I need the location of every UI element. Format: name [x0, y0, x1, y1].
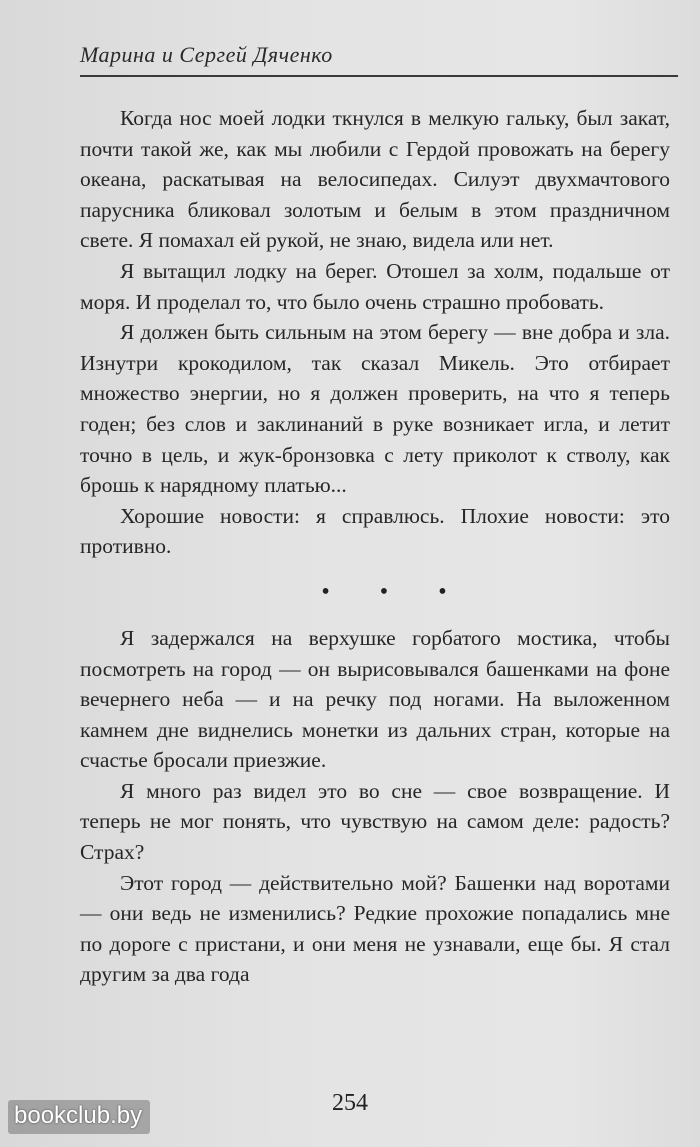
paragraph: Когда нос моей лодки ткнулся в мелкую гальку, был закат, почти такой же, как мы любили с Гердой провожать на берегу океана, раскатывая на велосипедах. Силуэт двухмачтового парусника бликовал золотым и белым в этом праздничном свете. Я помахал ей рукой, не знаю, видела или нет. [80, 106, 670, 253]
header-divider [80, 75, 678, 77]
paragraph: Хорошие новости: я справлюсь. Плохие новости: это противно. [80, 503, 670, 559]
paragraph: Я вытащил лодку на берег. Отошел за холм, подальше от моря. И проделал то, что было очень страшно пробовать. [80, 258, 670, 314]
page-number: 254 [332, 1090, 368, 1116]
section-separator: • • • [321, 578, 469, 605]
paragraph: Я должен быть сильным на этом берегу — вне добра и зла. Изнутри крокодилом, так сказал Микель. Это отбирает множество энергии, но я должен проверить, на что я теперь годен; без слов и заклинаний в руке возникает игла, и летит точно в цель, и жук-бронзовка с лету приколот к стволу, как брошь к нарядному платью... [80, 320, 670, 498]
watermark-logo: bookclub.by [8, 1100, 150, 1134]
paragraph: Этот город — действительно мой? Башенки над воротами — они ведь не изменились? Редкие прохожие попадались мне по дороге с пристани, и они меня не узнавали, еще бы. Я стал другим за два года [80, 870, 670, 987]
paragraph: Я задержался на верхушке горбатого мостика, чтобы посмотреть на город — он вырисовывался башенками на фоне вечернего неба — и на речку под ногами. На выложенном камнем дне виднелись монетки из дальних стран, которые на счастье бросали приезжие. [80, 625, 670, 773]
paragraph: Я много раз видел это во сне — свое возвращение. И теперь не мог понять, что чувствую на самом деле: радость? Страх? [80, 778, 670, 865]
running-header-author: Марина и Сергей Дяченко [80, 42, 333, 67]
body-text [80, 103, 670, 990]
